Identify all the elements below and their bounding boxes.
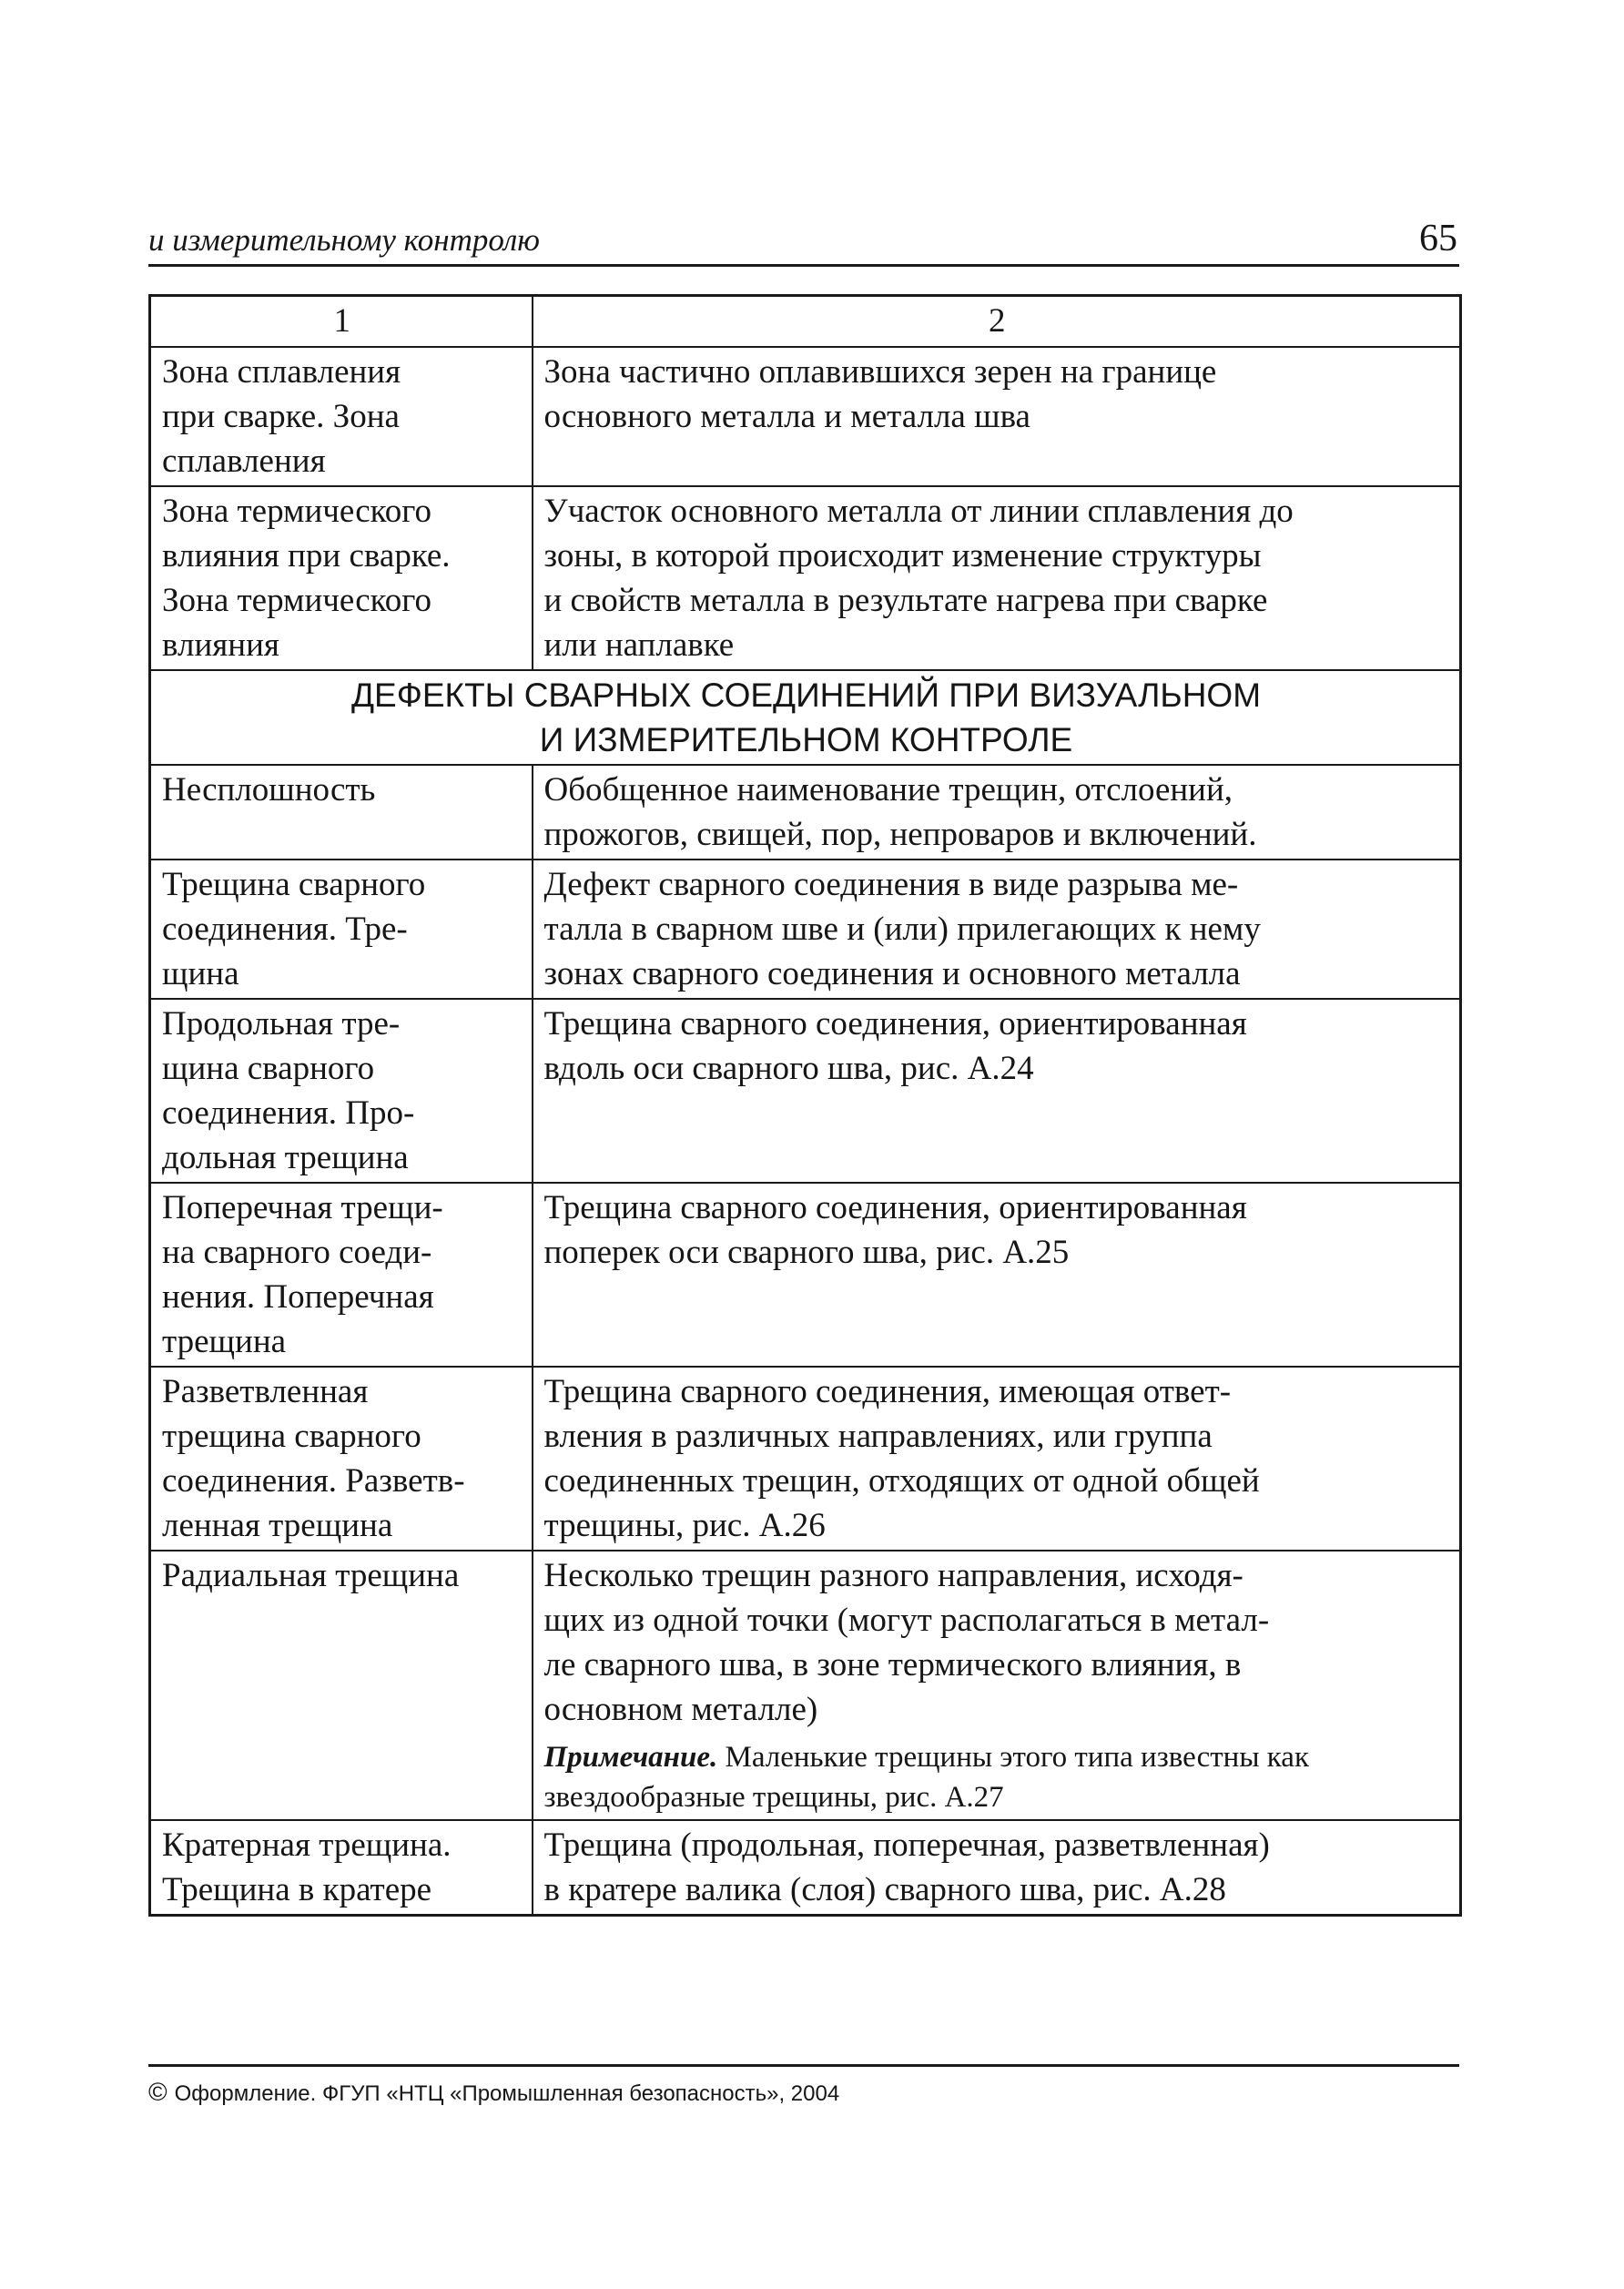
- table-row: [150, 1551, 1461, 1820]
- terms-table: [148, 294, 1462, 1917]
- page-footer: [148, 2064, 1459, 2107]
- note-text: Маленькие трещины этого типа известны как звездообразные трещины, рис. А.27: [543, 1741, 1309, 1814]
- table-row: [150, 765, 1461, 860]
- term-cell: Зона термического влияния при сварке. Зона термического влияния: [150, 486, 533, 670]
- definition-cell: [533, 1551, 1461, 1820]
- term-cell: Продольная тре- щина сварного соединения. Про- дольная трещина: [150, 999, 533, 1183]
- section-heading-line-1: ДЕФЕКТЫ СВАРНЫХ СОЕДИНЕНИЙ ПРИ ВИЗУАЛЬНОМ: [350, 677, 1262, 714]
- definition-cell: Дефект сварного соединения в виде разрыва ме- талла в сварном шве и (или) прилегающих к нему зонах сварного соединения и основного металла: [533, 860, 1461, 999]
- table-row: [150, 347, 1461, 486]
- table-row: [150, 486, 1461, 670]
- table-header-row: [150, 296, 1461, 348]
- table-row: [150, 1820, 1461, 1916]
- table-row: [150, 999, 1461, 1183]
- term-cell: Зона сплавления при сварке. Зона сплавления: [150, 347, 533, 486]
- definition-cell: Трещина сварного соединения, имеющая ответ- вления в различных направлениях, или группа соединенных трещин, отходящих от одной общей трещины, рис. А.26: [533, 1367, 1461, 1551]
- page-number: 65: [1419, 218, 1457, 259]
- section-header-row: [150, 670, 1461, 765]
- running-title: и измерительному контролю: [148, 222, 540, 258]
- definition-cell: Трещина сварного соединения, ориентированная поперек оси сварного шва, рис. А.25: [533, 1183, 1461, 1367]
- section-heading: [150, 670, 1461, 765]
- definition-text: Несколько трещин разного направления, исходя- щих из одной точки (могут располагаться в метал- ле сварного шва, в зоне термического влияния, в основном металле): [543, 1557, 1270, 1728]
- term-cell: Трещина сварного соединения. Тре- щина: [150, 860, 533, 999]
- column-header-1: 1: [150, 296, 533, 348]
- page-header: [148, 211, 1459, 267]
- definition-cell: Трещина сварного соединения, ориентированная вдоль оси сварного шва, рис. А.24: [533, 999, 1461, 1183]
- table-row: [150, 1367, 1461, 1551]
- definition-cell: Участок основного металла от линии сплавления до зоны, в которой происходит изменение структуры и свойств металла в результате нагрева при сварке или наплавке: [533, 486, 1461, 670]
- table-row: [150, 1183, 1461, 1367]
- term-cell: Радиальная трещина: [150, 1551, 533, 1820]
- term-cell: Кратерная трещина. Трещина в кратере: [150, 1820, 533, 1916]
- term-cell: Несплошность: [150, 765, 533, 860]
- copyright-icon: ©: [148, 2078, 167, 2106]
- section-heading-line-2: И ИЗМЕРИТЕЛЬНОМ КОНТРОЛЕ: [539, 721, 1073, 758]
- note: [544, 1737, 1451, 1817]
- column-header-2: 2: [533, 296, 1461, 348]
- footer-text: Оформление. ФГУП «НТЦ «Промышленная безопасность», 2004: [174, 2081, 840, 2106]
- definition-cell: Обобщенное наименование трещин, отслоений, прожогов, свищей, пор, непроваров и включений.: [533, 765, 1461, 860]
- definition-cell: Зона частично оплавившихся зерен на границе основного металла и металла шва: [533, 347, 1461, 486]
- note-label: Примечание.: [543, 1741, 718, 1774]
- term-cell: Поперечная трещи- на сварного соеди- нения. Поперечная трещина: [150, 1183, 533, 1367]
- table-row: [150, 860, 1461, 999]
- term-cell: Разветвленная трещина сварного соединения. Разветв- ленная трещина: [150, 1367, 533, 1551]
- definition-cell: Трещина (продольная, поперечная, разветвленная) в кратере валика (слоя) сварного шва, рис. А.28: [533, 1820, 1461, 1916]
